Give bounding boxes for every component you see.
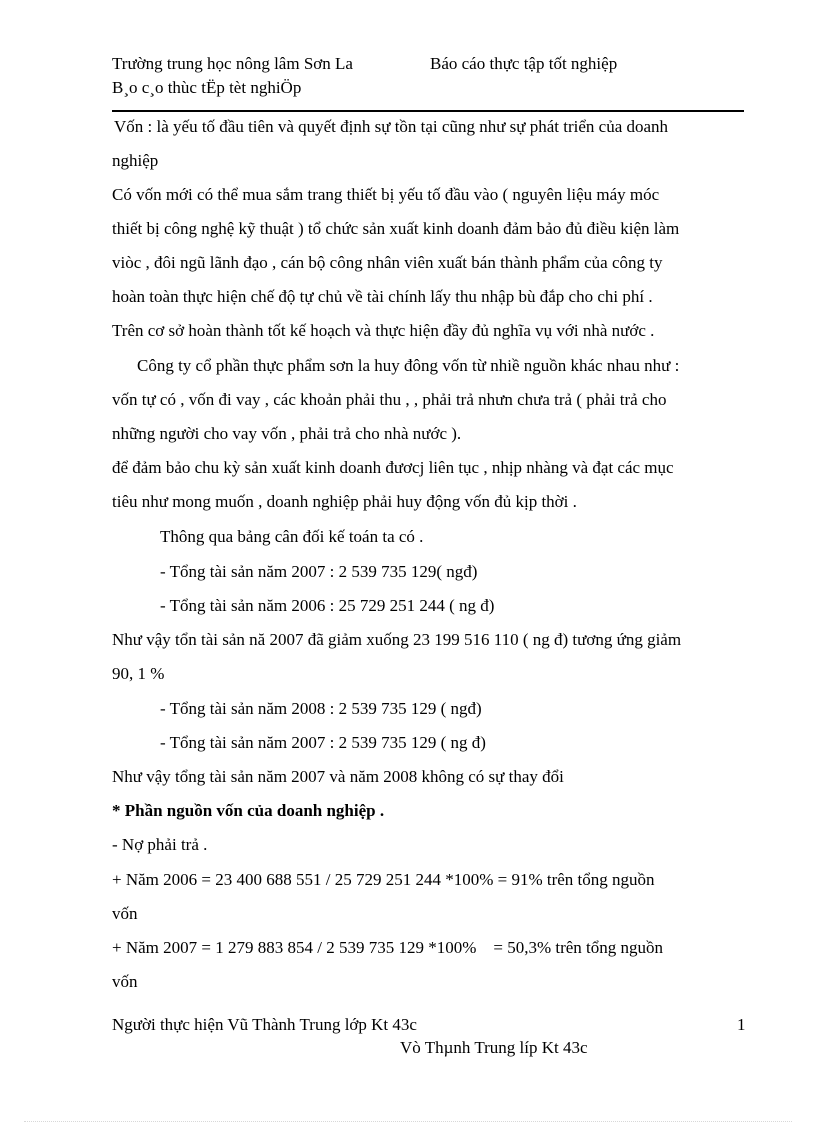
p3-line-3: những người cho vay vốn , phải trả cho nhà nước ). [112,424,462,443]
p3-line-2: vốn tự có , vốn đi vay , các khoản phải thu , , phải trả nhưn chưa trả ( phải trả cho [112,390,667,409]
footer-author: Người thực hiện Vũ Thành Trung lớp Kt 43c [112,1015,417,1034]
formula-2-line-2: vốn [112,972,138,991]
bullet-3: - Tổng tài sản năm 2008 : 2 539 735 129 ( ngđ) [160,699,482,718]
p4-line-2: tiêu như mong muốn , doanh nghiệp phải huy động vốn đủ kịp thời . [112,492,577,511]
p2-line-2: thiết bị công nghệ kỹ thuật ) tổ chức sản xuất kinh doanh đảm bảo đủ điều kiện làm [112,219,680,238]
p2-line-4: hoàn toàn thực hiện chế độ tự chủ về tài chính lấy thu nhập bù đắp cho chi phí . [112,287,653,306]
header-rule [112,110,744,112]
p6-line-1: Như vậy tổn tài sản nă 2007 đã giảm xuống 23 199 516 110 ( ng đ) tương ứng giảm [112,630,682,649]
p2-line-3: viòc , đôi ngũ lãnh đạo , cán bộ công nhân viên xuất bán thành phẩm của công ty [112,253,663,272]
formula-1-line-2: vốn [112,904,138,923]
footer-garbled-author: Vò Thµnh Trung líp Kt 43c [400,1038,588,1057]
p6-line-2: 90, 1 % [112,664,165,683]
formula-2-line-1: + Năm 2007 = 1 279 883 854 / 2 539 735 129 *100% = 50,3% trên tổng nguồn [112,938,664,957]
p1-line-2: nghiệp [112,151,159,170]
section-heading: * Phần nguồn vốn của doanh nghiệp . [112,801,385,820]
p5-line: Thông qua bảng cân đối kế toán ta có . [160,527,424,546]
p2-line-5: Trên cơ sở hoàn thành tốt kế hoạch và thực hiện đầy đủ nghĩa vụ với nhà nước . [112,321,655,340]
p2-line-1: Có vốn mới có thể mua sắm trang thiết bị yếu tố đầu vào ( nguyên liệu máy móc [112,185,660,204]
header-school: Trường trung học nông lâm Sơn La [112,54,353,73]
bullet-4: - Tổng tài sản năm 2007 : 2 539 735 129 ( ng đ) [160,733,486,752]
bullet-1: - Tổng tài sản năm 2007 : 2 539 735 129( ngđ) [160,562,478,581]
page-bottom-edge [24,1121,792,1122]
p8-line: - Nợ phải trả . [112,835,208,854]
formula-1-line-1: + Năm 2006 = 23 400 688 551 / 25 729 251 244 *100% = 91% trên tổng nguồn [112,870,655,889]
p1-line-1: Vốn : là yếu tố đầu tiên và quyết định sự tồn tại cũng như sự phát triển của doanh [114,117,669,136]
p3-line-1: Công ty cổ phần thực phẩm sơn la huy đông vốn từ nhiề nguồn khác nhau như : [137,356,680,375]
bullet-2: - Tổng tài sản năm 2006 : 25 729 251 244 ( ng đ) [160,596,495,615]
header-garbled-title: B¸o c¸o thùc tËp tèt nghiÖp [112,78,302,97]
header-report-title: Báo cáo thực tập tốt nghiệp [430,54,618,73]
p4-line-1: để đảm bảo chu kỳ sản xuất kinh doanh đươcj liên tục , nhịp nhàng và đạt các mục [112,458,674,477]
p7-line: Như vậy tổng tài sản năm 2007 và năm 2008 không có sự thay đổi [112,767,564,786]
page-number: 1 [737,1015,746,1034]
